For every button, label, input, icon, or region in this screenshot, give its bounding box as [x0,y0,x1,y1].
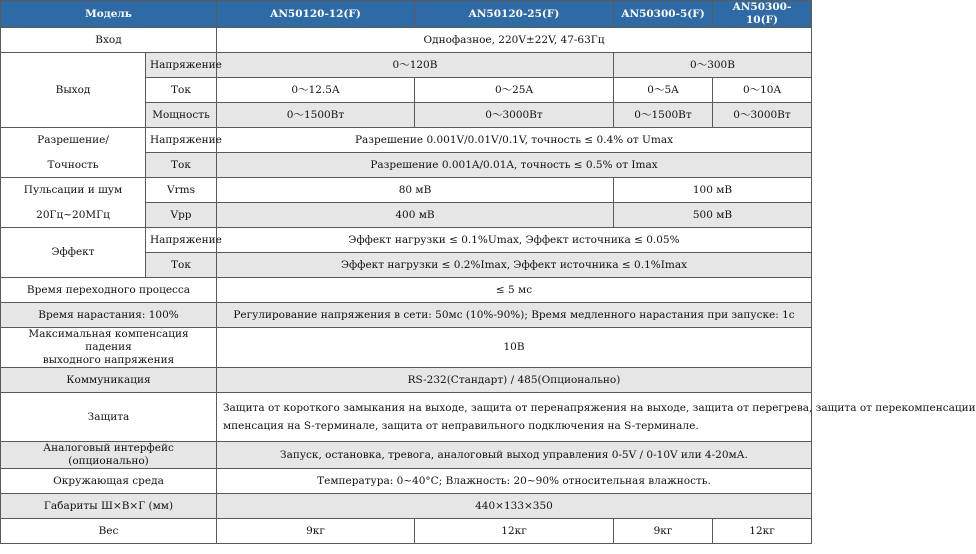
output-power-value-1: 0～1500Вт [217,103,415,128]
compensation-value: 10В [217,328,812,368]
communication-label: Коммуникация [1,368,217,393]
weight-row [1,519,812,544]
communication-value: RS-232(Стандарт) / 485(Опционально) [217,368,812,393]
transient-label: Время переходного процесса [1,278,217,303]
ripple-label-line-2: 20Гц~20МГц [36,208,110,221]
ripple-vrms-row [1,178,812,203]
resolution-label-line-2: Точность [47,158,99,171]
output-label: Выход [1,53,146,128]
input-value: Однофазное, 220V±22V, 47-63Гц [217,28,812,53]
effect-voltage-label: Напряжение [146,228,217,253]
analog-value: Запуск, остановка, тревога, аналоговый выход управления 0-5V / 0-10V или 4-20мА. [217,442,812,469]
header-model-an50300-10: AN50300-10(F) [713,1,812,28]
transient-row [1,278,812,303]
weight-value-3: 9кг [614,519,713,544]
output-current-value-4: 0～10A [713,78,812,103]
compensation-label-line-1: Максимальная компенсация падения [28,328,189,353]
input-row [1,28,812,53]
output-power-value-2: 0～3000Вт [415,103,614,128]
environment-value: Температура: 0~40°C; Влажность: 20~90% относительная влажность. [217,469,812,494]
output-power-value-3: 0～1500Вт [614,103,713,128]
protection-value-line-2: мпенсация на S-терминале, защита от неправильного подключения на S-терминале. [223,419,699,432]
protection-row [1,393,812,442]
effect-label: Эффект [1,228,146,278]
rise-value: Регулирование напряжения в сети: 50мс (10%-90%); Время медленного нарастания при запуске: 1с [217,303,812,328]
resolution-voltage-value: Разрешение 0.001V/0.01V/0.1V, точность ≤ 0.4% от Umax [217,128,812,153]
rise-row [1,303,812,328]
output-voltage-value-2: 0～300В [614,53,812,78]
ripple-label [1,178,146,228]
resolution-current-value: Разрешение 0.001A/0.01A, точность ≤ 0.5% от Imax [217,153,812,178]
ripple-vrms-value-1: 80 мВ [217,178,614,203]
output-voltage-value-1: 0～120В [217,53,614,78]
output-voltage-row [1,53,812,78]
ripple-label-line-1: Пульсации и шум [23,183,123,196]
output-current-value-2: 0～25A [415,78,614,103]
weight-value-1: 9кг [217,519,415,544]
effect-voltage-row [1,228,812,253]
header-model-an50120-12: AN50120-12(F) [217,1,415,28]
effect-current-value: Эффект нагрузки ≤ 0.2%Imax, Эффект источника ≤ 0.1%Imax [217,253,812,278]
analog-row [1,442,812,469]
resolution-label-line-1: Разрешение/ [37,133,109,146]
effect-voltage-value: Эффект нагрузки ≤ 0.1%Umax, Эффект источника ≤ 0.05% [217,228,812,253]
resolution-current-label: Ток [146,153,217,178]
protection-label: Защита [1,393,217,442]
communication-row [1,368,812,393]
effect-current-label: Ток [146,253,217,278]
weight-label: Вес [1,519,217,544]
output-current-label: Ток [146,78,217,103]
rise-label: Время нарастания: 100% [1,303,217,328]
compensation-label [1,328,217,368]
protection-value [217,393,976,442]
environment-row [1,469,812,494]
weight-value-2: 12кг [415,519,614,544]
dimensions-value: 440×133×350 [217,494,812,519]
compensation-label-line-2: выходного напряжения [42,354,175,366]
header-row [1,1,812,28]
dimensions-label: Габариты Ш×В×Г (мм) [1,494,217,519]
dimensions-row [1,494,812,519]
environment-label: Окружающая среда [1,469,217,494]
transient-value: ≤ 5 мс [217,278,812,303]
output-current-value-1: 0～12.5A [217,78,415,103]
weight-value-4: 12кг [713,519,812,544]
resolution-voltage-label: Напряжение [146,128,217,153]
output-voltage-label: Напряжение [146,53,217,78]
protection-value-line-1: Защита от короткого замыкания на выходе, защита от перенапряжения на выходе, защита от перегрева, защита от перекомпенсации [223,401,976,414]
output-current-value-3: 0～5A [614,78,713,103]
ripple-vpp-value-2: 500 мВ [614,203,812,228]
ripple-vpp-label: Vpp [146,203,217,228]
ripple-vrms-label: Vrms [146,178,217,203]
ripple-vpp-value-1: 400 мВ [217,203,614,228]
header-model-an50120-25: AN50120-25(F) [415,1,614,28]
resolution-voltage-row [1,128,812,153]
header-model-an50300-5: AN50300-5(F) [614,1,713,28]
output-power-label: Мощность [146,103,217,128]
header-model: Модель [1,1,217,28]
ripple-vrms-value-2: 100 мВ [614,178,812,203]
resolution-label [1,128,146,178]
output-power-value-4: 0～3000Вт [713,103,812,128]
analog-label: Аналоговый интерфейс (опционально) [1,442,217,469]
input-label: Вход [1,28,217,53]
compensation-row [1,328,812,368]
